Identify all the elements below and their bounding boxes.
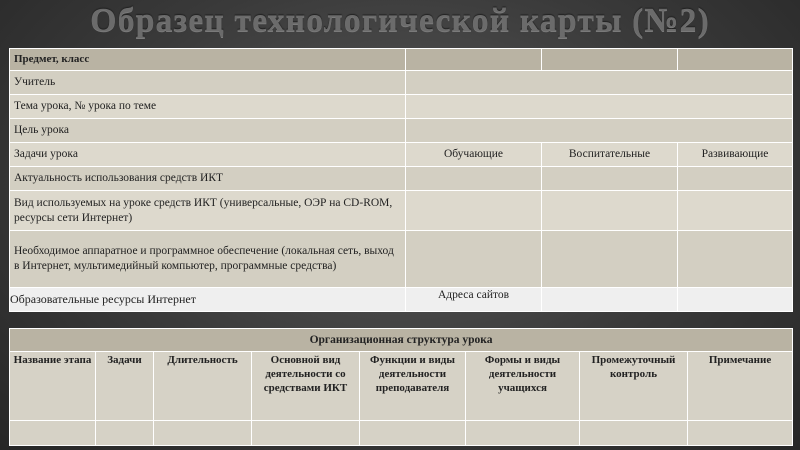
table-cell — [542, 167, 678, 191]
column-stage-name: Название этапа — [10, 352, 96, 421]
page-title: Образец технологической карты (№2) — [90, 2, 710, 39]
lesson-tasks-label: Задачи урока — [10, 143, 406, 167]
table-cell — [688, 421, 793, 446]
table-cell — [406, 95, 793, 119]
table-cell — [542, 231, 678, 288]
table-row — [10, 329, 793, 352]
table-cell — [542, 49, 678, 71]
column-tasks: Задачи — [96, 352, 154, 421]
table-row — [10, 288, 793, 312]
lesson-info-table — [9, 48, 793, 312]
column-duration: Длительность — [154, 352, 252, 421]
table-row — [10, 421, 793, 446]
table-cell — [406, 49, 542, 71]
table-cell — [580, 421, 688, 446]
table-cell — [678, 49, 793, 71]
table-header-row — [10, 352, 793, 421]
ict-types-label: Вид используемых на уроке средств ИКТ (универсальные, ОЭР на CD-ROM, ресурсы сети Интернет) — [10, 191, 406, 231]
table-cell — [96, 421, 154, 446]
table-row — [10, 71, 793, 95]
table-cell — [466, 421, 580, 446]
table-row — [10, 119, 793, 143]
column-teacher-functions: Функции и виды деятельности преподавателя — [360, 352, 466, 421]
task-educational: Обучающие — [406, 143, 542, 167]
site-addresses-label: Адреса сайтов — [406, 288, 542, 312]
teacher-label: Учитель — [10, 71, 406, 95]
table-cell — [406, 167, 542, 191]
table-cell — [678, 167, 793, 191]
table-cell — [406, 231, 542, 288]
task-upbringing: Воспитательные — [542, 143, 678, 167]
table-cell — [542, 288, 678, 312]
table-cell — [406, 71, 793, 95]
table-cell — [154, 421, 252, 446]
table-cell — [406, 119, 793, 143]
column-note: Примечание — [688, 352, 793, 421]
table-cell — [360, 421, 466, 446]
table-cell — [406, 191, 542, 231]
lesson-topic-label: Тема урока, № урока по теме — [10, 95, 406, 119]
table-cell — [678, 191, 793, 231]
ict-relevance-label: Актуальность использования средств ИКТ — [10, 167, 406, 191]
table-cell — [542, 191, 678, 231]
table-row — [10, 191, 793, 231]
column-student-activities: Формы и виды деятельности учащихся — [466, 352, 580, 421]
internet-resources-label: Образовательные ресурсы Интернет — [10, 288, 406, 312]
table-cell — [678, 288, 793, 312]
table-row — [10, 167, 793, 191]
table-row — [10, 231, 793, 288]
table-cell — [252, 421, 360, 446]
column-interim-control: Промежуточный контроль — [580, 352, 688, 421]
column-ict-activity: Основной вид деятельности со средствами ИКТ — [252, 352, 360, 421]
table-cell — [678, 231, 793, 288]
lesson-structure-table — [9, 328, 793, 446]
lesson-goal-label: Цель урока — [10, 119, 406, 143]
table-row — [10, 143, 793, 167]
hardware-software-label: Необходимое аппаратное и программное обеспечение (локальная сеть, выход в Интернет, мультимедийный компьютер, программные средства) — [10, 231, 406, 288]
table-row — [10, 49, 793, 71]
table-cell — [10, 421, 96, 446]
task-developmental: Развивающие — [678, 143, 793, 167]
table-row — [10, 95, 793, 119]
subject-class-label: Предмет, класс — [10, 49, 406, 71]
structure-title: Организационная структура урока — [10, 329, 793, 352]
